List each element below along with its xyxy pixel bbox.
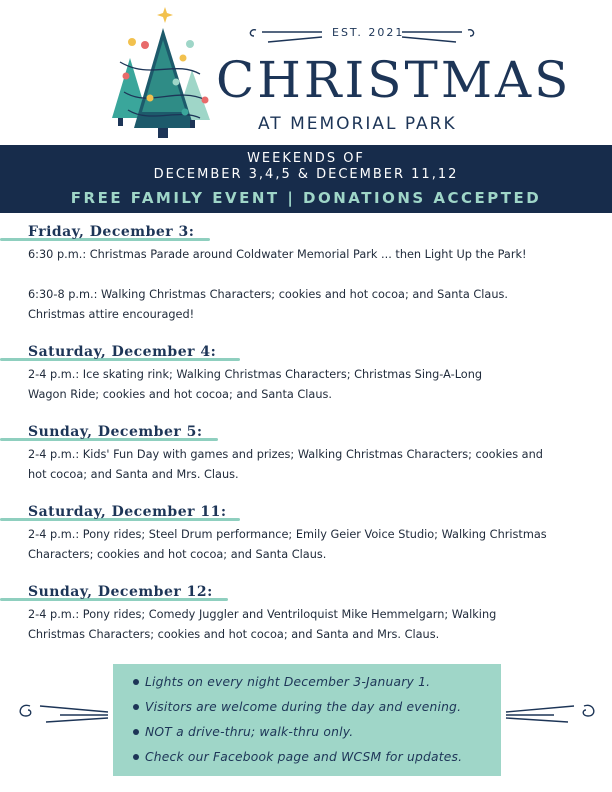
note-item [133, 725, 353, 739]
bullet-icon [133, 729, 139, 735]
day-details [28, 525, 600, 565]
banner-weekends: WEEKENDS OF [247, 151, 365, 166]
detail-line: 2-4 p.m.: Pony rides; Steel Drum performance; Emily Geier Voice Studio; Walking Christmas [28, 528, 547, 541]
day-details [28, 605, 600, 645]
bullet-icon [133, 679, 139, 685]
detail-line: Christmas attire encouraged! [28, 308, 195, 321]
detail-line: Wagon Ride; cookies and hot cocoa; and Santa Claus. [28, 388, 332, 401]
detail-line: Christmas Characters; cookies and hot cocoa; and Santa and Mrs. Claus. [28, 628, 440, 641]
day-details [28, 365, 600, 405]
note-item [133, 750, 462, 764]
day-heading-friday-dec-3: Friday, December 3: [28, 224, 195, 240]
note-text: Visitors are welcome during the day and evening. [145, 700, 462, 714]
note-text: NOT a drive-thru; walk-thru only. [145, 725, 354, 739]
note-text: Lights on every night December 3-January 1. [145, 675, 431, 689]
flourish-icon [0, 0, 1, 1]
day-heading-saturday-dec-11: Saturday, December 11: [28, 504, 227, 520]
day-heading-saturday-dec-4: Saturday, December 4: [28, 344, 217, 360]
day-heading-sunday-dec-12: Sunday, December 12: [28, 584, 213, 600]
page-title: CHRISTMAS [216, 51, 572, 109]
detail-line: 6:30-8 p.m.: Walking Christmas Characters; cookies and hot cocoa; and Santa Claus. [28, 288, 508, 301]
banner-free-event: FREE FAMILY EVENT | DONATIONS ACCEPTED [70, 189, 542, 207]
bullet-icon [133, 754, 139, 760]
established-label: EST. 2021 [332, 26, 405, 39]
detail-line: Characters; cookies and hot cocoa; and Santa Claus. [28, 548, 327, 561]
detail-line: 6:30 p.m.: Christmas Parade around Coldwater Memorial Park ... then Light Up the Park! [28, 248, 527, 261]
detail-line: 2-4 p.m.: Pony rides; Comedy Juggler and Ventriloquist Mike Hemmelgarn; Walking [28, 608, 497, 621]
day-details [28, 245, 600, 325]
detail-line: hot cocoa; and Santa and Mrs. Claus. [28, 468, 239, 481]
note-text: Check our Facebook page and WCSM for updates. [145, 750, 463, 764]
note-item [133, 700, 461, 714]
detail-line: 2-4 p.m.: Ice skating rink; Walking Christmas Characters; Christmas Sing-A-Long [28, 368, 483, 381]
detail-line [28, 265, 600, 285]
day-heading-sunday-dec-5: Sunday, December 5: [28, 424, 203, 440]
banner-dates: DECEMBER 3,4,5 & DECEMBER 11,12 [153, 167, 459, 182]
note-item [133, 675, 430, 689]
detail-line: 2-4 p.m.: Kids' Fun Day with games and prizes; Walking Christmas Characters; cookies and [28, 448, 543, 461]
page-subtitle: AT MEMORIAL PARK [258, 114, 457, 134]
star-icon [157, 7, 173, 23]
day-details [28, 445, 600, 485]
bullet-icon [133, 704, 139, 710]
